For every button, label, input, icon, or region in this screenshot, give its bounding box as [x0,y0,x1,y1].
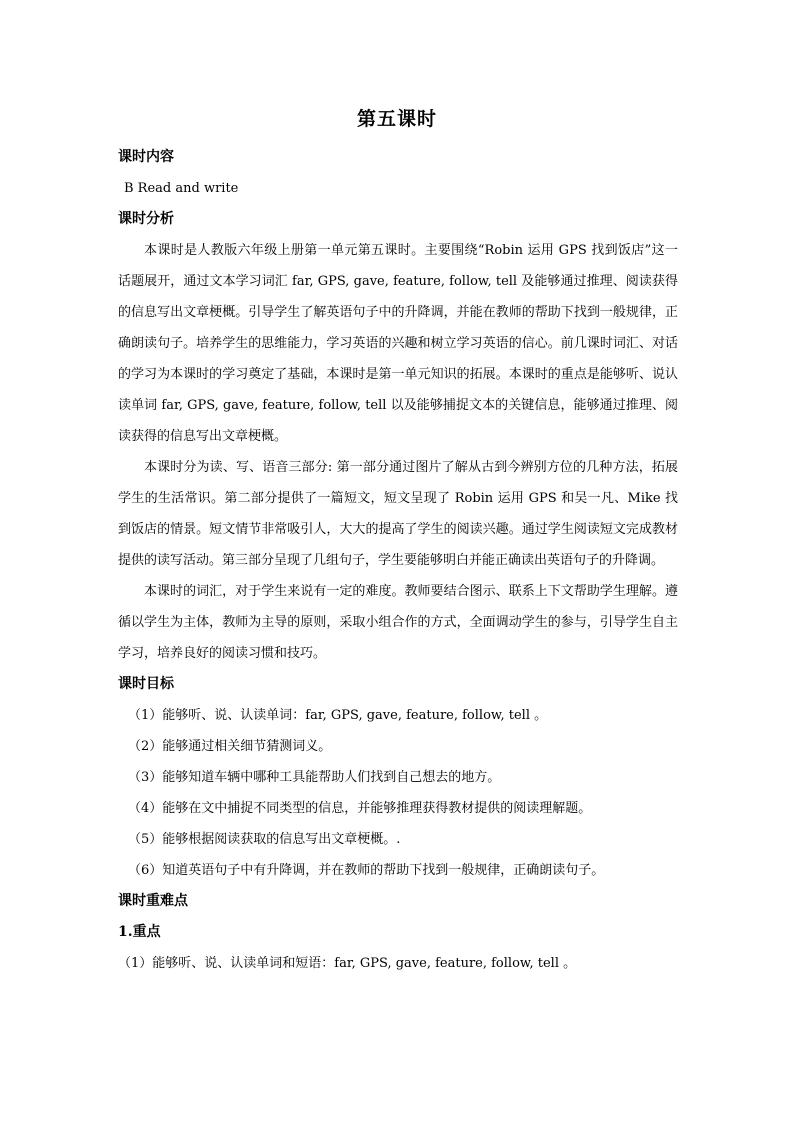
objective-item: （6）知道英语句子中有升降调，并在教师的帮助下找到一般规律，正确朗读句子。 [128,863,605,878]
key-points-subheading: 1.重点 [118,924,161,940]
section-heading-objectives: 课时目标 [118,676,174,692]
objective-item: （3）能够知道车辆中哪种工具能帮助人们找到自己想去的地方。 [128,770,501,785]
analysis-paragraph: 本课时分为读、写、语音三部分: 第一部分通过图片了解从古到今辨别方位的几种方法，拓展学生的生活常识。第二部分提供了一篇短文，短文呈现了 Robin 运用 GPS 和吴一凡、Mike 找到饭店的情景。短文情节非常吸引人，大大的提高了学生的阅读兴趣。通过学生阅读短文完成教材提供的读写活动。第三部分呈现了几组句子，学生要能够明白并能正确读出英语句子的升降调。 [118,460,678,568]
key-point-item: （1）能够听、说、认读单词和短语：far, GPS, gave, feature, follow, tell 。 [118,956,577,971]
document-body [118,142,678,979]
section-heading-key-points: 课时重难点 [118,893,188,909]
objective-item: （1）能够听、说、认读单词：far, GPS, gave, feature, follow, tell 。 [128,708,548,723]
page-title: 第五课时 [356,108,437,130]
analysis-paragraph: 本课时是人教版六年级上册第一单元第五课时。主要围绕“Robin 运用 GPS 找到饭店”这一话题展开，通过文本学习词汇 far, GPS, gave, feature, follow, tell 及能够通过推理、阅读获得的信息写出文章梗概。引导学生了解英语句子中的升降调，并能在教师的帮助下找到一般规律，正确朗读句子。培养学生的思维能力，学习英语的兴趣和树立学习英语的信心。前几课时词汇、对话的学习为本课时的学习奠定了基础，本课时是第一单元知识的拓展。本课时的重点是能够听、说认读单词 far, GPS, gave, feature, follow, tell 以及能够捕捉文本的关键信息，能够通过推理、阅读获得的信息写出文章梗概。 [118,243,678,444]
objective-item: （4）能够在文中捕捉不同类型的信息，并能够推理获得教材提供的阅读理解题。 [128,801,592,816]
analysis-paragraph: 本课时的词汇，对于学生来说有一定的难度。教师要结合图示、联系上下文帮助学生理解。遵循以学生为主体，教师为主导的原则，采取小组合作的方式，全面调动学生的参与，引导学生自主学习，培养良好的阅读习惯和技巧。 [118,584,678,661]
section-heading-analysis: 课时分析 [118,211,174,227]
objective-item: （5）能够根据阅读获取的信息写出文章梗概。. [128,832,401,847]
lesson-content-text: B Read and write [124,181,239,196]
objective-item: （2）能够通过相关细节猜测词义。 [128,739,332,754]
section-heading-content: 课时内容 [118,149,174,165]
